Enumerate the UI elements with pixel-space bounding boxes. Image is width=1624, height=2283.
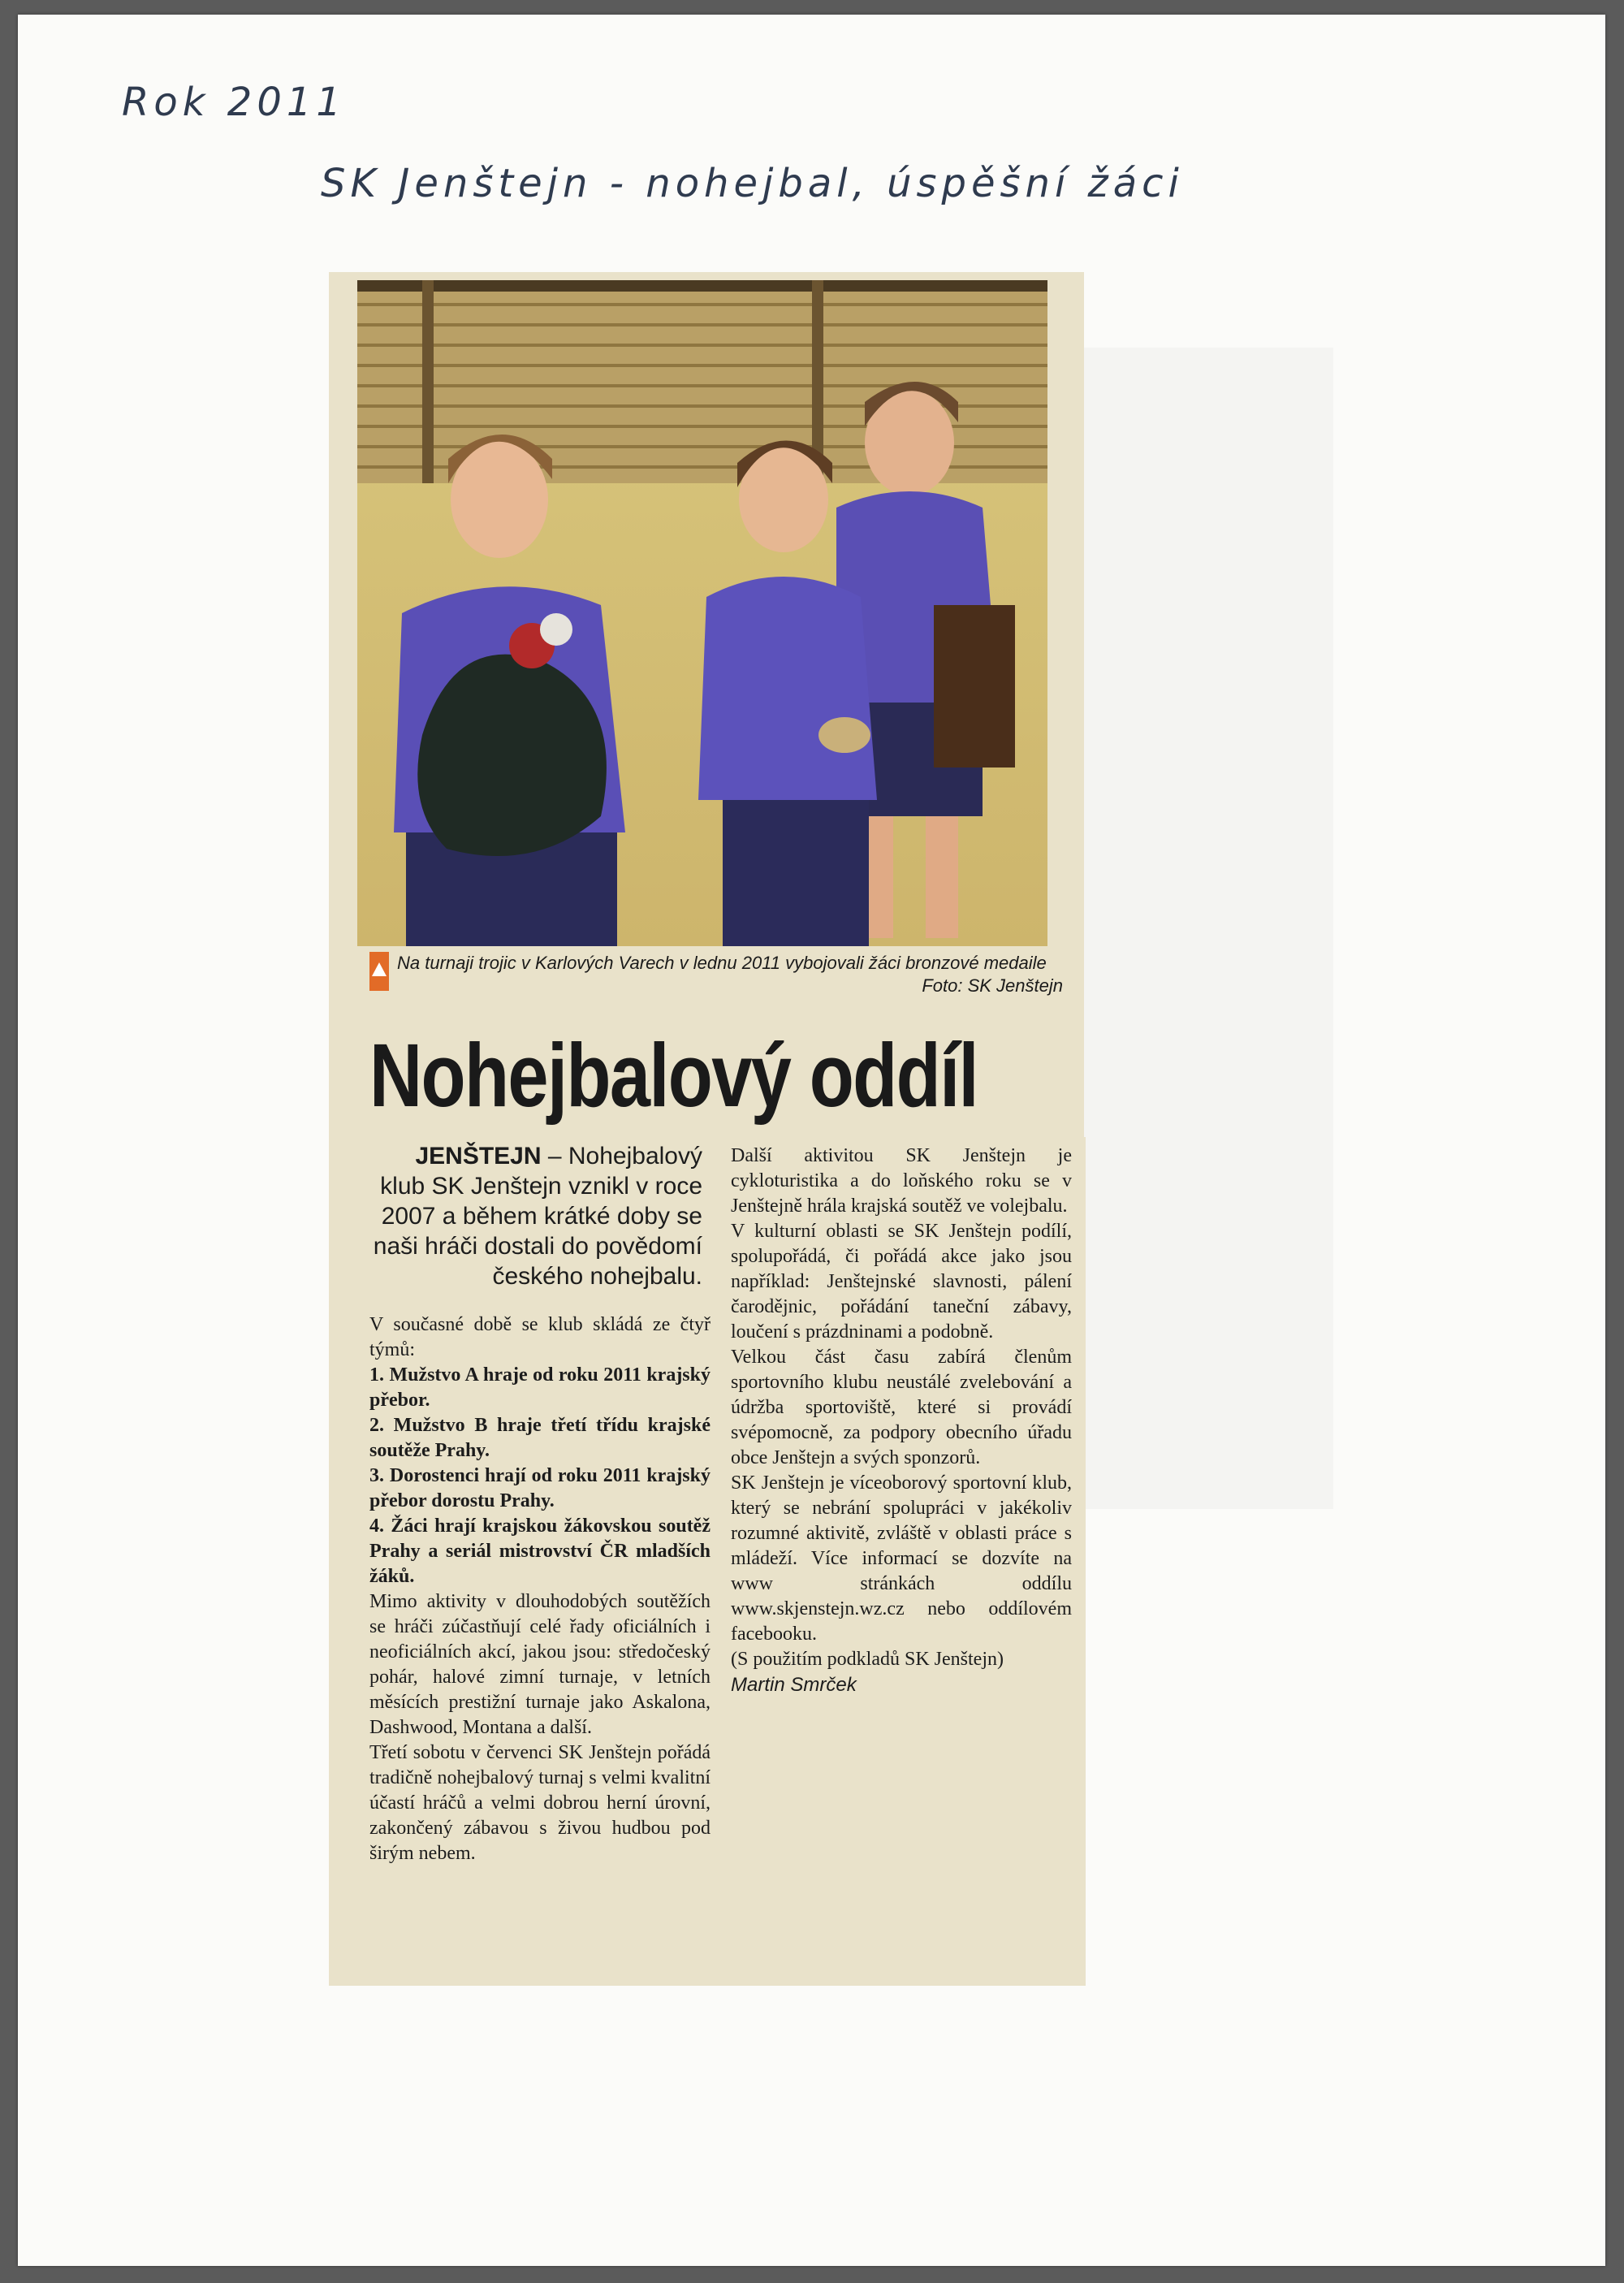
article-lead-text: – Nohejbalový klub SK Jenštejn vznikl v roce 2007 a během krátké doby se naši hráči dostali do povědomí českého nohejbalu. <box>373 1143 702 1290</box>
article-headline: Nohejbalový oddíl <box>369 1026 978 1126</box>
team-photo <box>357 280 1047 946</box>
article-lead <box>369 1141 710 1291</box>
paragraph-cycling: Další aktivitou SK Jenštejn je cykloturistika a do loňského roku se v Jenštejně hrála krajská soutěž ve volejbalu. <box>731 1145 1072 1217</box>
paragraph-intro: V současné době se klub skládá ze čtyř týmů: <box>369 1314 710 1360</box>
article-source: (S použitím podkladů SK Jenštejn) <box>731 1649 1004 1670</box>
list-item-4: 4. Žáci hrají krajskou žákovskou soutěž Prahy a seriál mistrovství ČR mladších žáků. <box>369 1516 710 1587</box>
article-column-1 <box>369 1141 710 1866</box>
paragraph-tournament: Třetí sobotu v červenci SK Jenštejn pořádá tradičně nohejbalový turnaj s velmi kvalitní účastí hráčů a velmi dobrou herní úrovní, zakončený zábavou s živou hudbou pod širým nebem. <box>369 1742 710 1864</box>
photo-caption-block <box>369 952 1068 997</box>
article-author: Martin Smrček <box>731 1674 857 1696</box>
list-item-1: 1. Mužstvo A hraje od roku 2011 krajský přebor. <box>369 1364 710 1411</box>
paragraph-activities: Mimo aktivity v dlouhodobých soutěžích se hráči zúčastňují celé řady oficiálních i neoficiálních akcí, jakou jsou: středočeský pohár, halové zimní turnaje, v letních měsících prestižní turnaje jako Askalona, Dashwood, Montana a další. <box>369 1591 710 1738</box>
paragraph-culture: V kulturní oblasti se SK Jenštejn podílí, spolupořádá, či pořádá akce jako jsou například: Jenštejnské slavnosti, pálení čarodějnic, pořádání taneční zábavy, loučení s prázdninami a podobně. <box>731 1221 1072 1343</box>
bleed-through-shadow <box>1065 348 1333 1509</box>
handwritten-year: Rok 2011 <box>122 80 346 125</box>
handwritten-note: SK Jenštejn - nohejbal, úspěšní žáci <box>321 161 1184 206</box>
list-item-2: 2. Mužstvo B hraje třetí třídu krajské soutěže Prahy. <box>369 1415 710 1461</box>
paragraph-multisport: SK Jenštejn je víceoborový sportovní klub, který se nebrání spolupráci v jakékoliv rozumné aktivitě, zvláště v oblasti práce s mládeží. Více informací se dozvíte na www stránkách oddílu www.skjenstejn.wz.cz nebo oddílovém facebooku. <box>731 1472 1072 1645</box>
list-item-3: 3. Dorostenci hrají od roku 2011 krajský přebor dorostu Prahy. <box>369 1465 710 1511</box>
article-column-2 <box>731 1144 1072 1697</box>
article-dateline: JENŠTEJN <box>415 1143 542 1170</box>
caption-triangle-icon <box>369 952 389 991</box>
team-photo-image <box>357 280 1047 946</box>
paragraph-maintenance: Velkou část času zabírá členům sportovního klubu neustálé zvelebování a údržba sportoviště, které si provádí svépomocně, za podpory obecního úřadu obce Jenštejn a svých sponzorů. <box>731 1347 1072 1468</box>
photo-caption: Na turnaji trojic v Karlových Varech v lednu 2011 vybojovali žáci bronzové medaile <box>397 953 1047 973</box>
photo-credit: Foto: SK Jenštejn <box>922 975 1063 996</box>
